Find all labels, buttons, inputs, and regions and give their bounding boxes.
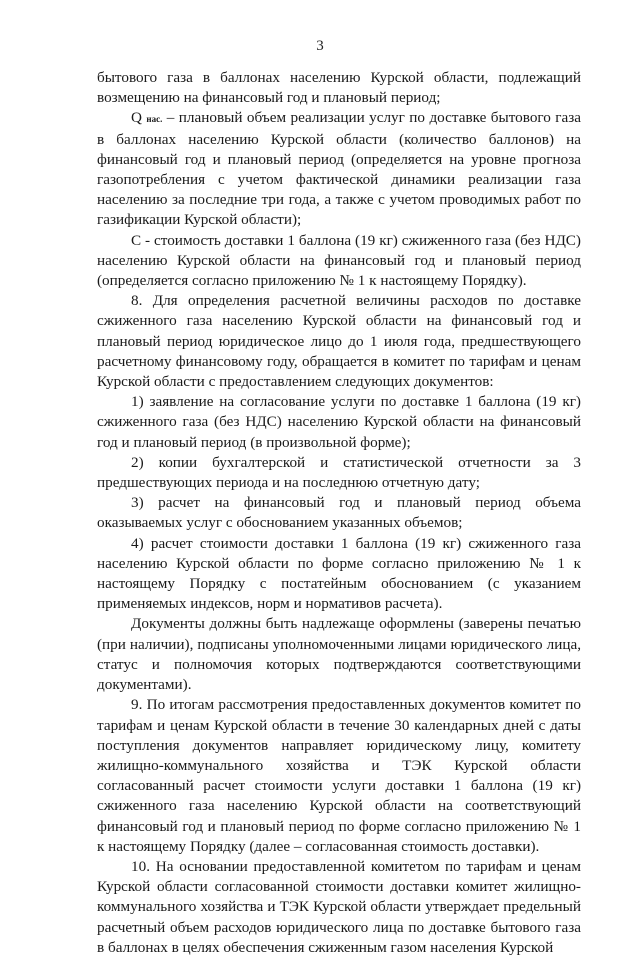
- paragraph-item-8: 8. Для определения расчетной величины расходов по доставке сжиженного газа населению Курской области на финансовый год и плановый период юридическое лицо до 1 июля года, предшествующего расчетному финансовому году, обращается в комитет по тарифам и ценам Курской области с предоставлением следующих документов:: [97, 292, 581, 391]
- list-item-3: 3) расчет на финансовый год и плановый период объема оказываемых услуг с обоснованием указанных объемов;: [97, 494, 581, 532]
- q-symbol: Q: [131, 109, 142, 127]
- q-subscript: нас.: [146, 114, 163, 125]
- paragraph-c-definition: С - стоимость доставки 1 баллона (19 кг) сжиженного газа (без НДС) населению Курской области на финансовый год и плановый период (определяется согласно приложению № 1 к настоящему Порядку).: [97, 231, 581, 290]
- paragraph-item-10: 10. На основании предоставленной комитетом по тарифам и ценам Курской области согласованной стоимости доставки комитет жилищно-коммунального хозяйства и ТЭК Курской области утверждает предельный расчетный объем расходов юридического лица по доставке бытового газа в баллонах в целях обеспечения сжиженным газом населения Курской: [97, 857, 581, 956]
- page-number: 3: [316, 38, 324, 54]
- paragraph-continuation: бытового газа в баллонах населению Курской области, подлежащий возмещению на финансовый год и плановый период;: [97, 69, 581, 107]
- paragraph-documents: Документы должны быть надлежаще оформлены (заверены печатью (при наличии), подписаны уполномоченными лицами юридического лица, статус и полномочия которых подтверждаются соответствующими документами).: [97, 615, 581, 694]
- paragraph-item-9: 9. По итогам рассмотрения предоставленных документов комитет по тарифам и ценам Курской области в течение 30 календарных дней с даты поступления документов направляет юридическому лицу, комитету жилищно-коммунального хозяйства и ТЭК Курской области согласованный расчет стоимости услуги доставки 1 баллона (19 кг) сжиженного газа населению Курской области на соответствующий финансовый год и плановый период по форме согласно приложению № 1 к настоящему Порядку (далее – согласованная стоимость доставки).: [97, 696, 581, 855]
- list-item-1: 1) заявление на согласование услуги по доставке 1 баллона (19 кг) сжиженного газа (без НДС) населению Курской области на финансовый год и плановый период (в произвольной форме);: [97, 393, 581, 451]
- paragraph-q-definition: [97, 108, 581, 230]
- list-item-4: 4) расчет стоимости доставки 1 баллона (19 кг) сжиженного газа населению Курской области по форме согласно приложению № 1 к настоящему Порядку с постатейным обоснованием (с указанием применяемых индексов, норм и нормативов расчета).: [97, 534, 581, 613]
- list-item-2: 2) копии бухгалтерской и статистической отчетности за 3 предшествующих периода и на последнюю отчетную дату;: [97, 453, 581, 492]
- document-body: [97, 68, 581, 958]
- q-definition-text: – плановый объем реализации услуг по доставке бытового газа в баллонах населению Курской области (количество баллонов) на финансовый год и плановый период (определяется на уровне прогноза газопотребления с учетом фактической динамики реализации газа населению за последние три года, а также с учетом проводимых работ по газификации Курской области);: [97, 109, 582, 229]
